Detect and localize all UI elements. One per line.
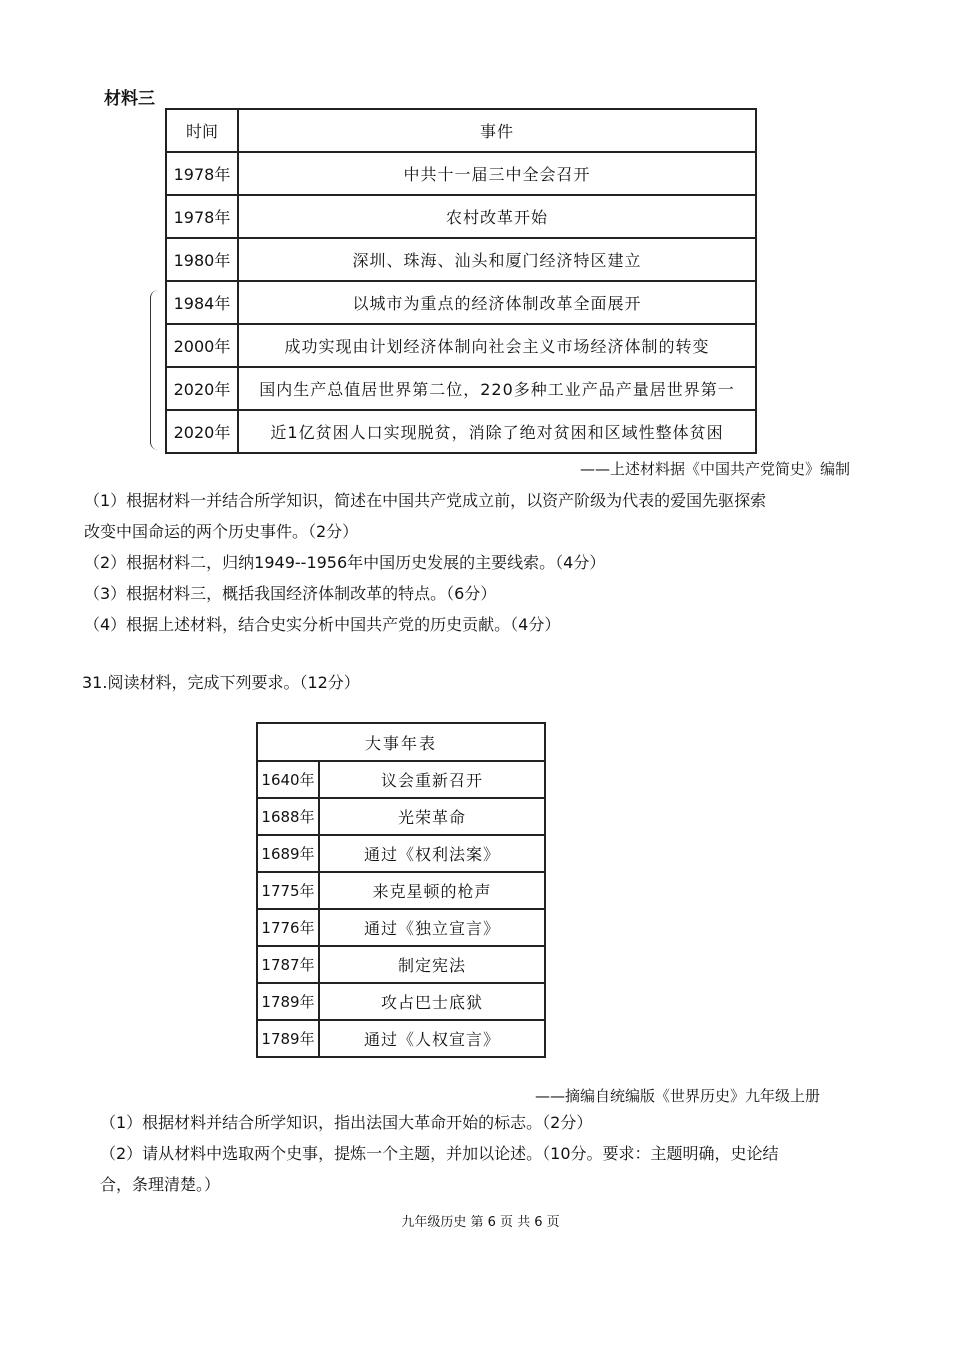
question-text: 改变中国命运的两个历史事件。（2分） [84,522,359,541]
table-row [166,238,756,281]
pen-mark [150,290,161,450]
row-event: 光荣革命 [319,798,545,835]
table-row [257,835,545,872]
question-31 [100,1107,890,1200]
header-event: 事件 [238,109,756,152]
row-event: 中共十一届三中全会召开 [238,152,756,195]
row-year: 2020年 [166,410,238,453]
question-text: （1）根据材料并结合所学知识，指出法国大革命开始的标志。（2分） [100,1113,593,1132]
question-text: （1）根据材料一并结合所学知识，简述在中国共产党成立前，以资产阶级为代表的爱国先驱探索 [84,491,767,510]
row-year: 1787年 [257,946,319,983]
row-year: 1776年 [257,909,319,946]
table-row [166,324,756,367]
row-year: 1688年 [257,798,319,835]
row-year: 1689年 [257,835,319,872]
row-year: 1984年 [166,281,238,324]
row-event: 国内生产总值居世界第二位，220多种工业产品产量居世界第一 [238,367,756,410]
material-3-table [165,108,757,454]
row-event: 通过《权利法案》 [319,835,545,872]
question-text: 合，条理清楚。） [100,1175,221,1194]
row-event: 通过《独立宣言》 [319,909,545,946]
table-row [257,798,545,835]
row-year: 1775年 [257,872,319,909]
table-row [166,367,756,410]
row-event: 攻占巴士底狱 [319,983,545,1020]
row-year: 2020年 [166,367,238,410]
question-text: （4）根据上述材料，结合史实分析中国共产党的历史贡献。（4分） [84,615,561,634]
row-event: 近1亿贫困人口实现脱贫，消除了绝对贫困和区域性整体贫困 [238,410,756,453]
row-event: 制定宪法 [319,946,545,983]
header-time: 时间 [166,109,238,152]
table-row [166,195,756,238]
page-footer: 九年级历史 第 6 页 共 6 页 [401,1215,560,1230]
table-row [257,872,545,909]
material-3-title: 材料三 [104,89,155,109]
row-year: 2000年 [166,324,238,367]
table-row [257,761,545,798]
table-row [166,410,756,453]
row-event: 深圳、珠海、汕头和厦门经济特区建立 [238,238,756,281]
material-3-source: ——上述材料据《中国共产党简史》编制 [579,460,850,478]
question-text: （2）请从材料中选取两个史事，提炼一个主题，并加以论述。（10分。要求：主题明确，史论结 [100,1144,779,1163]
row-year: 1640年 [257,761,319,798]
table-row [257,946,545,983]
row-event: 通过《人权宣言》 [319,1020,545,1057]
table-row [257,983,545,1020]
table-header-row [166,109,756,152]
row-year: 1978年 [166,195,238,238]
chronology-table [256,722,546,1058]
row-event: 来克星顿的枪声 [319,872,545,909]
table-row [257,1020,545,1057]
question-text: （3）根据材料三，概括我国经济体制改革的特点。（6分） [84,584,497,603]
question-31-title: 31.阅读材料，完成下列要求。（12分） [82,673,360,692]
table-row [257,909,545,946]
row-event: 以城市为重点的经济体制改革全面展开 [238,281,756,324]
chronology-source: ——摘编自统编版《世界历史》九年级上册 [534,1087,820,1105]
table-title: 大事年表 [257,723,545,761]
question-30 [84,485,884,640]
row-event: 议会重新召开 [319,761,545,798]
question-text: （2）根据材料二，归纳1949--1956年中国历史发展的主要线索。（4分） [84,553,606,572]
row-year: 1789年 [257,1020,319,1057]
row-event: 成功实现由计划经济体制向社会主义市场经济体制的转变 [238,324,756,367]
table-row [166,152,756,195]
row-year: 1980年 [166,238,238,281]
row-event: 农村改革开始 [238,195,756,238]
table-header-row [257,723,545,761]
table-row [166,281,756,324]
row-year: 1789年 [257,983,319,1020]
row-year: 1978年 [166,152,238,195]
